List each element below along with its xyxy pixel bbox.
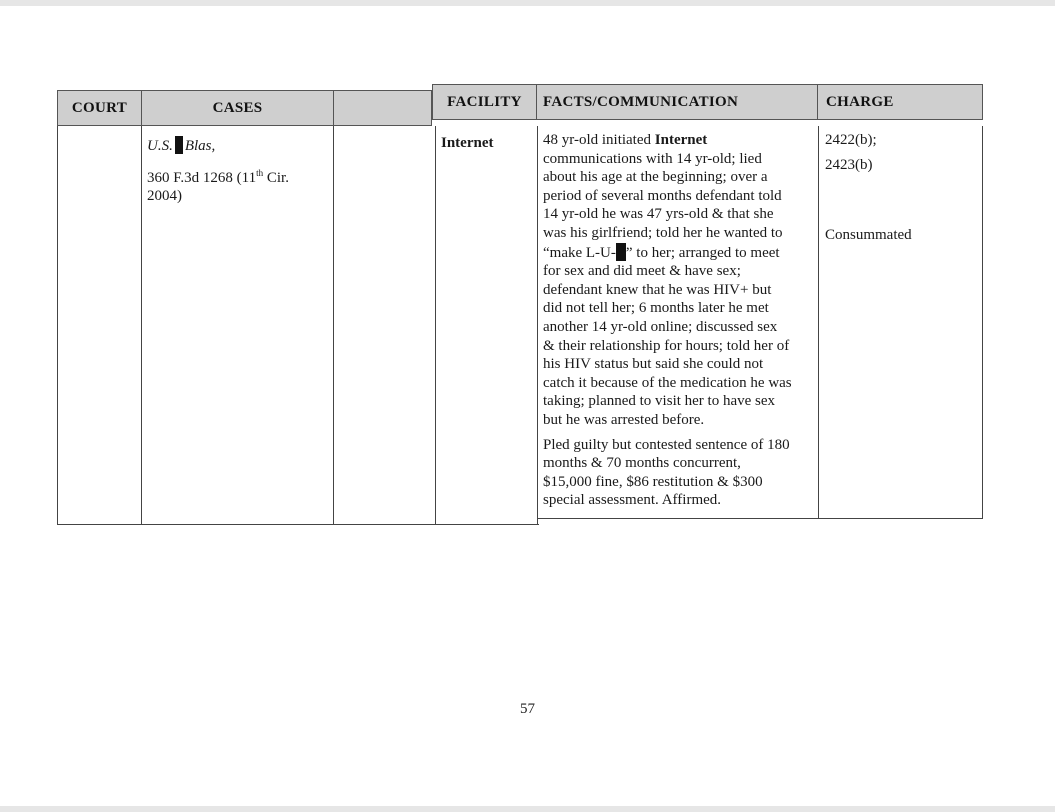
- case-cell: [147, 136, 333, 206]
- outcome-paragraph: [543, 436, 815, 510]
- outcome-line: special assessment. Affirmed.: [543, 492, 722, 509]
- scan-edge-bottom: [0, 806, 1055, 812]
- facts-line: [543, 131, 815, 150]
- header-facility: [433, 85, 537, 119]
- header-blank: [334, 91, 433, 125]
- facts-line-segment: “make L-U-: [543, 244, 616, 261]
- col-line-2: [333, 126, 334, 525]
- header-cases-label: CASES: [212, 99, 263, 116]
- outcome-line: $15,000 fine, $86 restitution & $300: [543, 473, 763, 490]
- citation-line2: 2004): [147, 188, 182, 205]
- facts-line: about his age at the beginning; over a: [543, 169, 768, 186]
- charge-code-2: 2423(b): [825, 156, 873, 173]
- facts-bold-term: Internet: [654, 132, 708, 148]
- case-name-part2: Blas,: [184, 138, 216, 154]
- citation-line1: 360 F.3d 1268 (11: [147, 169, 257, 186]
- redaction-mark: [616, 243, 626, 261]
- facts-line: did not tell her; 6 months later he met: [543, 300, 769, 317]
- facts-line: his HIV status but said she could not: [543, 356, 764, 373]
- citation-superscript: th: [256, 167, 264, 178]
- row-bottom-left: [57, 524, 539, 525]
- facts-line: [543, 243, 815, 263]
- facts-line: taking; planned to visit her to have sex: [543, 393, 776, 410]
- facts-line: for sex and did meet & have sex;: [543, 263, 741, 280]
- outcome-line: Pled guilty but contested sentence of 180: [543, 436, 790, 453]
- header-facts: [537, 85, 818, 119]
- page-number: 57: [520, 701, 535, 717]
- header-charge-label: CHARGE: [826, 93, 894, 110]
- col-line-4: [537, 126, 538, 525]
- redaction-mark: [175, 136, 183, 154]
- header-court: [58, 91, 142, 125]
- col-line-6: [982, 126, 983, 519]
- header-facts-label: FACTS/COMMUNICATION: [543, 93, 739, 110]
- facility-cell: Internet: [441, 135, 494, 151]
- outcome-line: months & 70 months concurrent,: [543, 455, 741, 472]
- facts-line: was his girlfriend; told her he wanted to: [543, 224, 783, 241]
- case-name-part1: U.S.: [147, 138, 173, 154]
- col-line-0: [57, 126, 58, 525]
- facts-paragraph: [543, 131, 815, 430]
- facts-line-segment: ” to her; arranged to meet: [625, 244, 780, 261]
- case-citation: [147, 164, 333, 206]
- table-header-right: [432, 84, 983, 120]
- facts-line: & their relationship for hours; told her of: [543, 337, 790, 354]
- charge-code-1: 2422(b);: [825, 132, 877, 148]
- header-cases: [142, 91, 334, 125]
- facts-line: 14 yr-old he was 47 yrs-old & that she: [543, 206, 774, 223]
- facts-line-segment: 48 yr-old initiated: [543, 132, 655, 148]
- table-header-left: [57, 90, 432, 126]
- header-court-label: COURT: [71, 99, 128, 116]
- col-line-1: [141, 126, 142, 525]
- col-line-3: [435, 126, 436, 525]
- facts-line: another 14 yr-old online; discussed sex: [543, 318, 778, 335]
- charge-cell: [825, 131, 975, 245]
- facts-line: defendant knew that he was HIV+ but: [543, 281, 772, 298]
- facts-line: period of several months defendant told: [543, 187, 782, 204]
- facts-cell: [543, 131, 815, 510]
- header-charge: [818, 85, 984, 119]
- charge-status: Consummated: [825, 227, 912, 244]
- case-name: [147, 136, 333, 156]
- col-line-5: [818, 126, 819, 519]
- header-facility-label: FACILITY: [447, 93, 522, 110]
- citation-line1-end: Cir.: [263, 169, 289, 186]
- facts-line: communications with 14 yr-old; lied: [543, 150, 762, 167]
- row-bottom-right: [537, 518, 983, 519]
- facts-line: catch it because of the medication he was: [543, 374, 792, 391]
- facts-line: but he was arrested before.: [543, 411, 705, 428]
- scan-edge-top: [0, 0, 1055, 6]
